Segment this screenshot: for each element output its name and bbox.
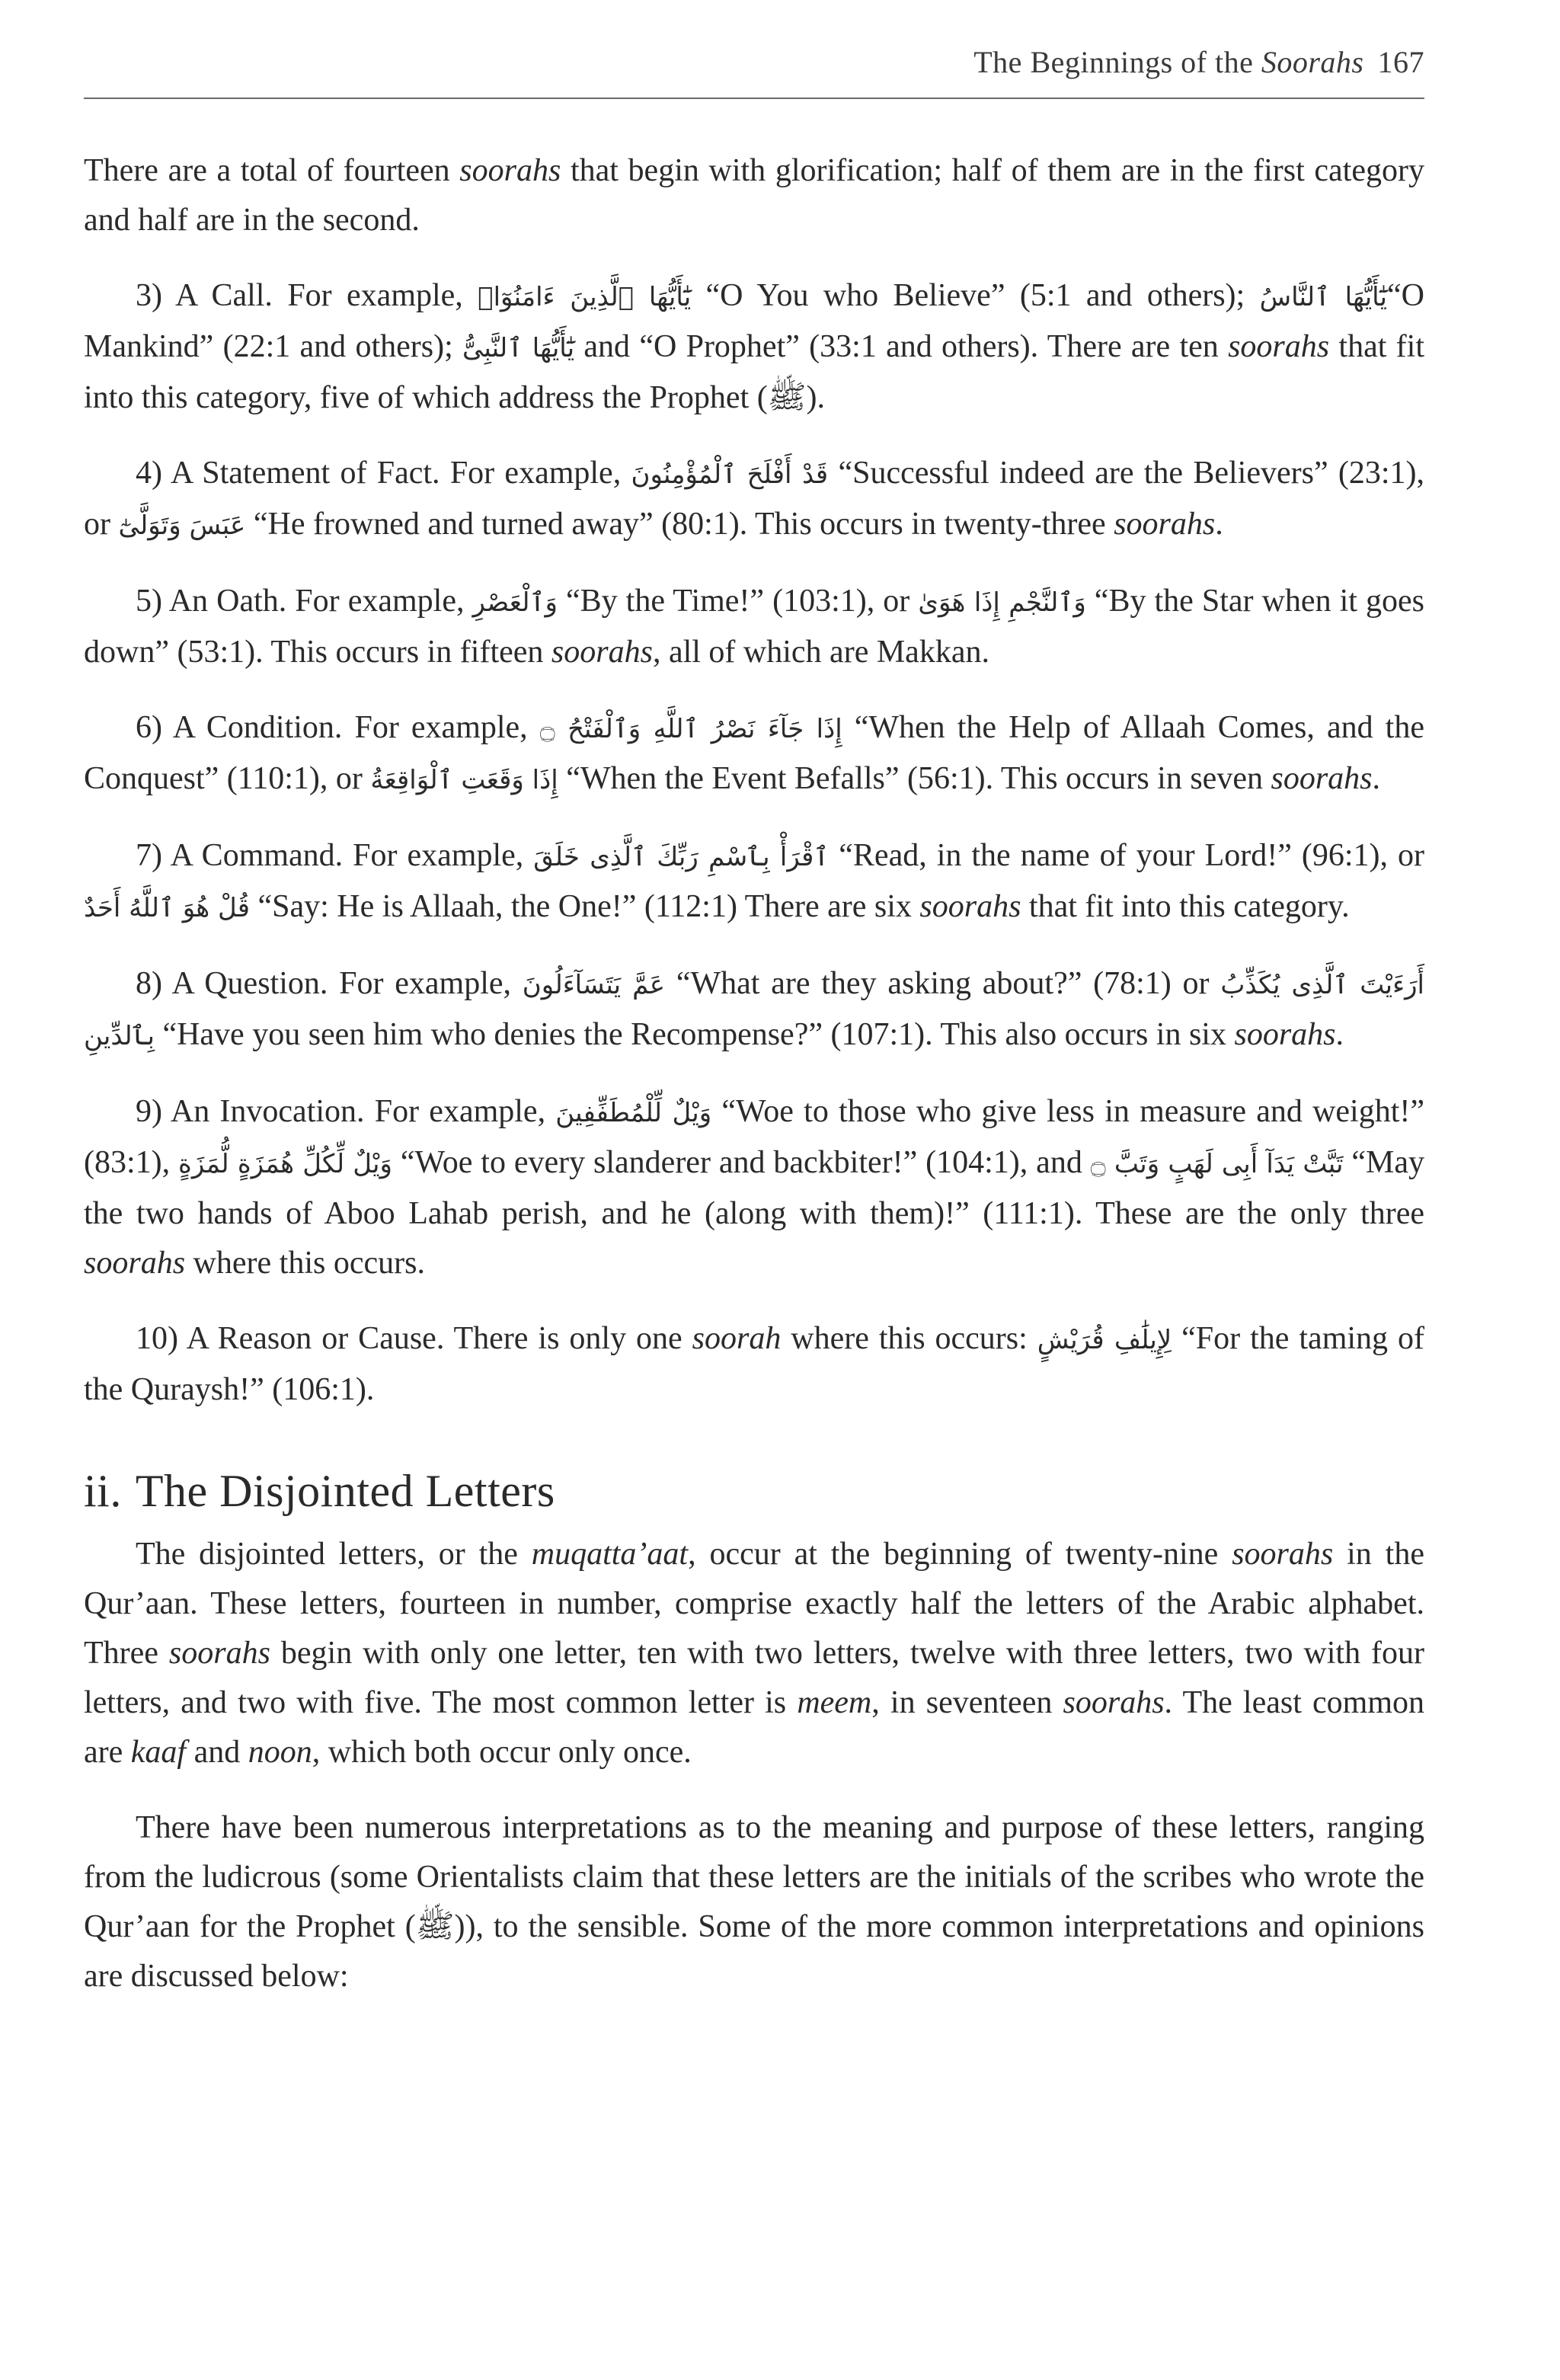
arabic-verse: قُلْ هُوَ ٱللَّهُ أَحَدٌ [84,893,250,923]
text: “Read, in the name of your Lord!” (96:1), or [829,838,1424,873]
text: There are a total of fourteen [84,153,460,188]
text: , occur at the beginning of twenty-nine [688,1537,1232,1572]
arabic-verse: قَدْ أَفْلَحَ ٱلْمُؤْمِنُونَ [631,459,829,490]
paragraph-interpretations [84,1803,1424,2001]
text: and [186,1735,248,1770]
text: 9) An Invocation. For example, [136,1094,556,1129]
italic-term: soorahs [1232,1537,1334,1572]
italic-term: soorah [692,1321,782,1356]
italic-term: soorahs [1228,329,1330,364]
italic-term: soorahs [1063,1685,1165,1720]
paragraph-reason [84,1314,1424,1415]
italic-term: soorahs [551,635,653,670]
italic-term: soorahs [459,153,561,188]
arabic-verse: عَبَسَ وَتَوَلَّىٰٓ [118,510,246,541]
text: , all of which are Makkan. [652,635,989,670]
text: 10) A Reason or Cause. There is only one [136,1321,692,1356]
paragraph-oath [84,577,1424,677]
arabic-verse: يَٰٓأَيُّهَا ٱلَّذِينَ ءَامَنُوٓا۟ [478,282,692,312]
text: 6) A Condition. For example, [136,710,540,745]
running-head-title: The Beginnings of the [973,45,1261,79]
text: . [1335,1017,1344,1052]
page-number: 167 [1377,45,1424,79]
text: , in seventeen [871,1685,1063,1720]
text: that fit into this category, five of which address the Prophet (ﷺ). [84,329,1425,415]
arabic-verse: وَٱلْعَصْرِ [472,587,558,618]
text: “O Mankind” (22:1 and others); [84,278,1424,364]
text: 8) A Question. For example, [136,966,523,1001]
arabic-verse: عَمَّ يَتَسَآءَلُونَ [522,970,666,1000]
italic-term: soorahs [1114,507,1216,542]
italic-term: soorahs [168,1636,270,1671]
text: that fit into this category. [1021,889,1350,924]
paragraph-condition [84,703,1424,805]
paragraph-disjointed-letters [84,1530,1424,1777]
text: 4) A Statement of Fact. For example, [136,456,631,491]
text: “Woe to those who give less in measure and weight!” (83:1), [84,1094,1425,1180]
text: . [1372,761,1381,796]
text: “May the two hands of Aboo Lahab perish, and he (along with them)!” (111:1). These are the only three [84,1145,1424,1231]
section-title: The Disjointed Letters [135,1466,555,1516]
italic-term: soorahs [919,889,1021,924]
text: “For the taming of the Quraysh!” (106:1). [84,1321,1424,1407]
paragraph-invocation [84,1087,1424,1288]
text: where this occurs: [781,1321,1037,1356]
text: “He frowned and turned away” (80:1). This occurs in twenty-three [245,507,1114,542]
arabic-verse: إِذَا جَآءَ نَصْرُ ٱللَّهِ وَٱلْفَتْحُ ۝ [539,714,842,744]
paragraph-statement [84,449,1424,551]
italic-term: soorahs [84,1246,186,1281]
text: “Successful indeed are the Believers” (23:1), or [84,456,1425,542]
text: , which both occur only once. [312,1735,692,1770]
book-page [84,0,1424,2380]
text: “When the Event Befalls” (56:1). This occurs in seven [558,761,1271,796]
text: in the Qur’aan. These letters, fourteen in number, comprise exactly half the letters of the Arabic alphabet. Three [84,1537,1424,1671]
text: . The least common are [84,1685,1425,1770]
paragraph-command [84,831,1424,933]
text: “Have you seen him who denies the Recompense?” (107:1). This also occurs in six [154,1017,1235,1052]
running-head-title-italic: Soorahs [1261,45,1364,79]
arabic-verse: تَبَّتْ يَدَآ أَبِى لَهَبٍ وَتَبَّ ۝ [1090,1149,1344,1179]
italic-term: muqatta’aat [531,1537,689,1572]
italic-term: soorahs [1234,1017,1336,1052]
arabic-verse: وَٱلنَّجْمِ إِذَا هَوَىٰ [918,587,1086,618]
text: The disjointed letters, or the [136,1537,532,1572]
text: 7) A Command. For example, [136,838,534,873]
text: “O You who Believe” (5:1 and others); [691,278,1260,313]
arabic-verse: يَٰٓأَيُّهَا ٱلنَّاسُ [1259,282,1388,312]
running-head [973,44,1424,80]
arabic-verse: يَٰٓأَيُّهَا ٱلنَّبِىُّ [462,333,575,363]
text: that begin with glorification; half of them are in the first category and half are in the second. [84,153,1424,238]
paragraph-call [84,271,1424,423]
italic-term: meem [797,1685,872,1720]
text: 5) An Oath. For example, [136,584,473,619]
body-text [84,146,1424,2027]
text: “By the Time!” (103:1), or [557,584,919,619]
italic-term: soorahs [1271,761,1373,796]
arabic-verse: ٱقْرَأْ بِٱسْمِ رَبِّكَ ٱلَّذِى خَلَقَ [533,842,830,872]
header-rule [84,98,1424,99]
arabic-verse: أَرَءَيْتَ ٱلَّذِى يُكَذِّبُ بِٱلدِّينِ [84,970,1425,1051]
text: “When the Help of Allaah Comes, and the Conquest” (110:1), or [84,710,1424,796]
text: 3) A Call. For example, [136,278,478,313]
section-heading [84,1465,1424,1518]
paragraph-question [84,959,1424,1061]
text: “What are they asking about?” (78:1) or [665,966,1221,1001]
paragraph-summary [84,146,1424,245]
text: begin with only one letter, ten with two letters, twelve with three letters, two with four letters, and two with five. The most common letter is [84,1636,1424,1720]
arabic-verse: لِإِيلَٰفِ قُرَيْشٍ [1037,1325,1172,1355]
text: and “O Prophet” (33:1 and others). There are ten [574,329,1229,364]
text: where this occurs. [185,1246,425,1281]
italic-term: kaaf [130,1735,187,1770]
italic-term: noon [248,1735,312,1770]
arabic-verse: إِذَا وَقَعَتِ ٱلْوَاقِعَةُ [370,765,558,795]
text: There have been numerous interpretations as to the meaning and purpose of these letters, ranging from the ludicrous (some Orientalists claim that these letters are the initials of the scribes who wrote the Qur’aan for the Prophet (ﷺ)), to the sensible. Some of the more common interpretations and opinions are discussed below: [84,1810,1424,1994]
arabic-verse: وَيْلٌ لِّكُلِّ هُمَزَةٍ لُّمَزَةٍ [178,1149,392,1179]
section-number: ii. [84,1466,122,1516]
text: . [1215,507,1223,542]
text: “Say: He is Allaah, the One!” (112:1) There are six [250,889,920,924]
text: “Woe to every slanderer and backbiter!” (104:1), and [392,1145,1091,1180]
text: “By the Star when it goes down” (53:1). This occurs in fifteen [84,584,1424,670]
arabic-verse: وَيْلٌ لِّلْمُطَفِّفِينَ [555,1098,712,1128]
